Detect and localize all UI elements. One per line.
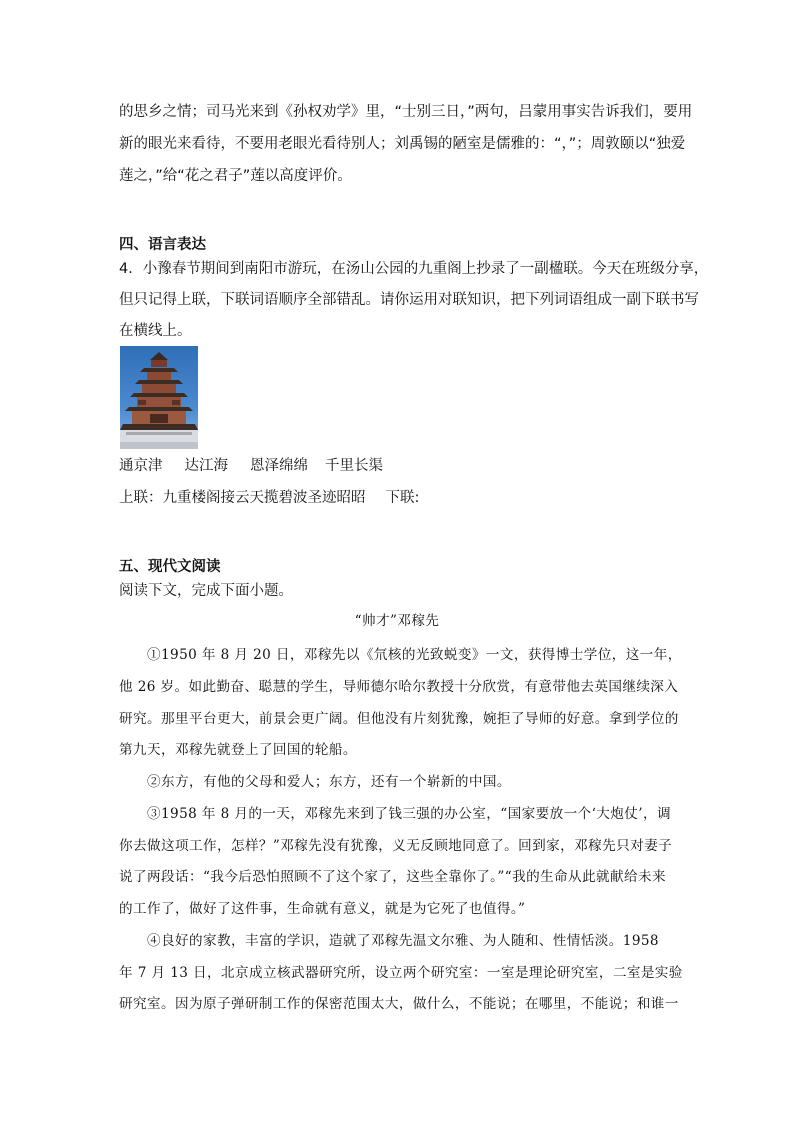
word-list bbox=[119, 456, 383, 476]
article-line: 年 7 月 13 日，北京成立核武器研究所，设立两个研究室：一室是理论研究室，二室是实验 bbox=[119, 965, 683, 981]
article-line: ③1958 年 8 月的一天，邓稼先来到了钱三强的办公室，“国家要放一个‘大炮仗’，调 bbox=[147, 806, 671, 822]
upper-couplet: 上联：九重楼阁接云天揽碧波圣迹昭昭 bbox=[119, 490, 366, 506]
article-line: 他 26 岁。如此勤奋、聪慧的学生，导师德尔哈尔教授十分欣赏，有意带他去英国继续深入 bbox=[119, 679, 679, 695]
word-item: 千里长渠 bbox=[325, 458, 383, 474]
article-line: 研究。那里平台更大，前景会更广阔。但他没有片刻犹豫，婉拒了导师的好意。拿到学位的 bbox=[119, 711, 679, 727]
article-line: ②东方，有他的父母和爱人；东方，还有一个崭新的中国。 bbox=[147, 774, 511, 790]
article-line: 第九天，邓稼先就登上了回国的轮船。 bbox=[119, 742, 357, 758]
section5-heading: 五、现代文阅读 bbox=[119, 559, 221, 575]
intro-line-2: 新的眼光来看待，不要用老眼光看待别人；刘禹锡的陋室是儒雅的：“，”；周敦颐以“独爱 bbox=[119, 136, 686, 152]
section4-question-line-1: 4．小豫春节期间到南阳市游玩，在汤山公园的九重阁上抄录了一副楹联。今天在班级分享， bbox=[119, 261, 709, 277]
article-line: 的工作了，做好了这件事，生命就有意义，就是为它死了也值得。” bbox=[119, 901, 526, 917]
pagoda-photo bbox=[120, 346, 198, 449]
word-item: 通京津 bbox=[119, 458, 163, 474]
couplet-lines bbox=[119, 488, 419, 508]
section4-heading: 四、语言表达 bbox=[119, 237, 206, 253]
section4-question-line-2: 但只记得上联，下联词语顺序全部错乱。请你运用对联知识，把下列词语组成一副下联书写 bbox=[119, 292, 699, 308]
article-line: ①1950 年 8 月 20 日，邓稼先以《氘核的光致蜕变》一文，获得博士学位，这一年， bbox=[147, 647, 682, 663]
section5-instruction: 阅读下文，完成下面小题。 bbox=[119, 583, 293, 599]
lower-couplet-label: 下联: bbox=[385, 490, 420, 506]
article-line: 你去做这项工作，怎样？”邓稼先没有犹豫，义无反顾地同意了。回到家，邓稼先只对妻子 bbox=[119, 838, 673, 854]
section4-question-line-3: 在横线上。 bbox=[119, 323, 192, 339]
article-line: 研究室。因为原子弹研制工作的保密范围太大，做什么，不能说；在哪里，不能说；和谁一 bbox=[119, 996, 679, 1012]
intro-line-3: 莲之，”给“花之君子”莲以高度评价。 bbox=[119, 168, 352, 184]
article-line: 说了两段话：“我今后恐怕照顾不了这个家了，这些全靠你了。”“我的生命从此就献给未来 bbox=[119, 869, 667, 885]
intro-line-1: 的思乡之情；司马光来到《孙权劝学》里，“士别三日，”两句，吕蒙用事实告诉我们，要用 bbox=[119, 104, 693, 120]
word-item: 达江海 bbox=[184, 458, 228, 474]
article-title: “帅才”邓稼先 bbox=[354, 613, 440, 629]
word-item: 恩泽绵绵 bbox=[250, 458, 308, 474]
article-line: ④良好的家教，丰富的学识，造就了邓稼先温文尔雅、为人随和、性情恬淡。1958 bbox=[147, 933, 659, 949]
